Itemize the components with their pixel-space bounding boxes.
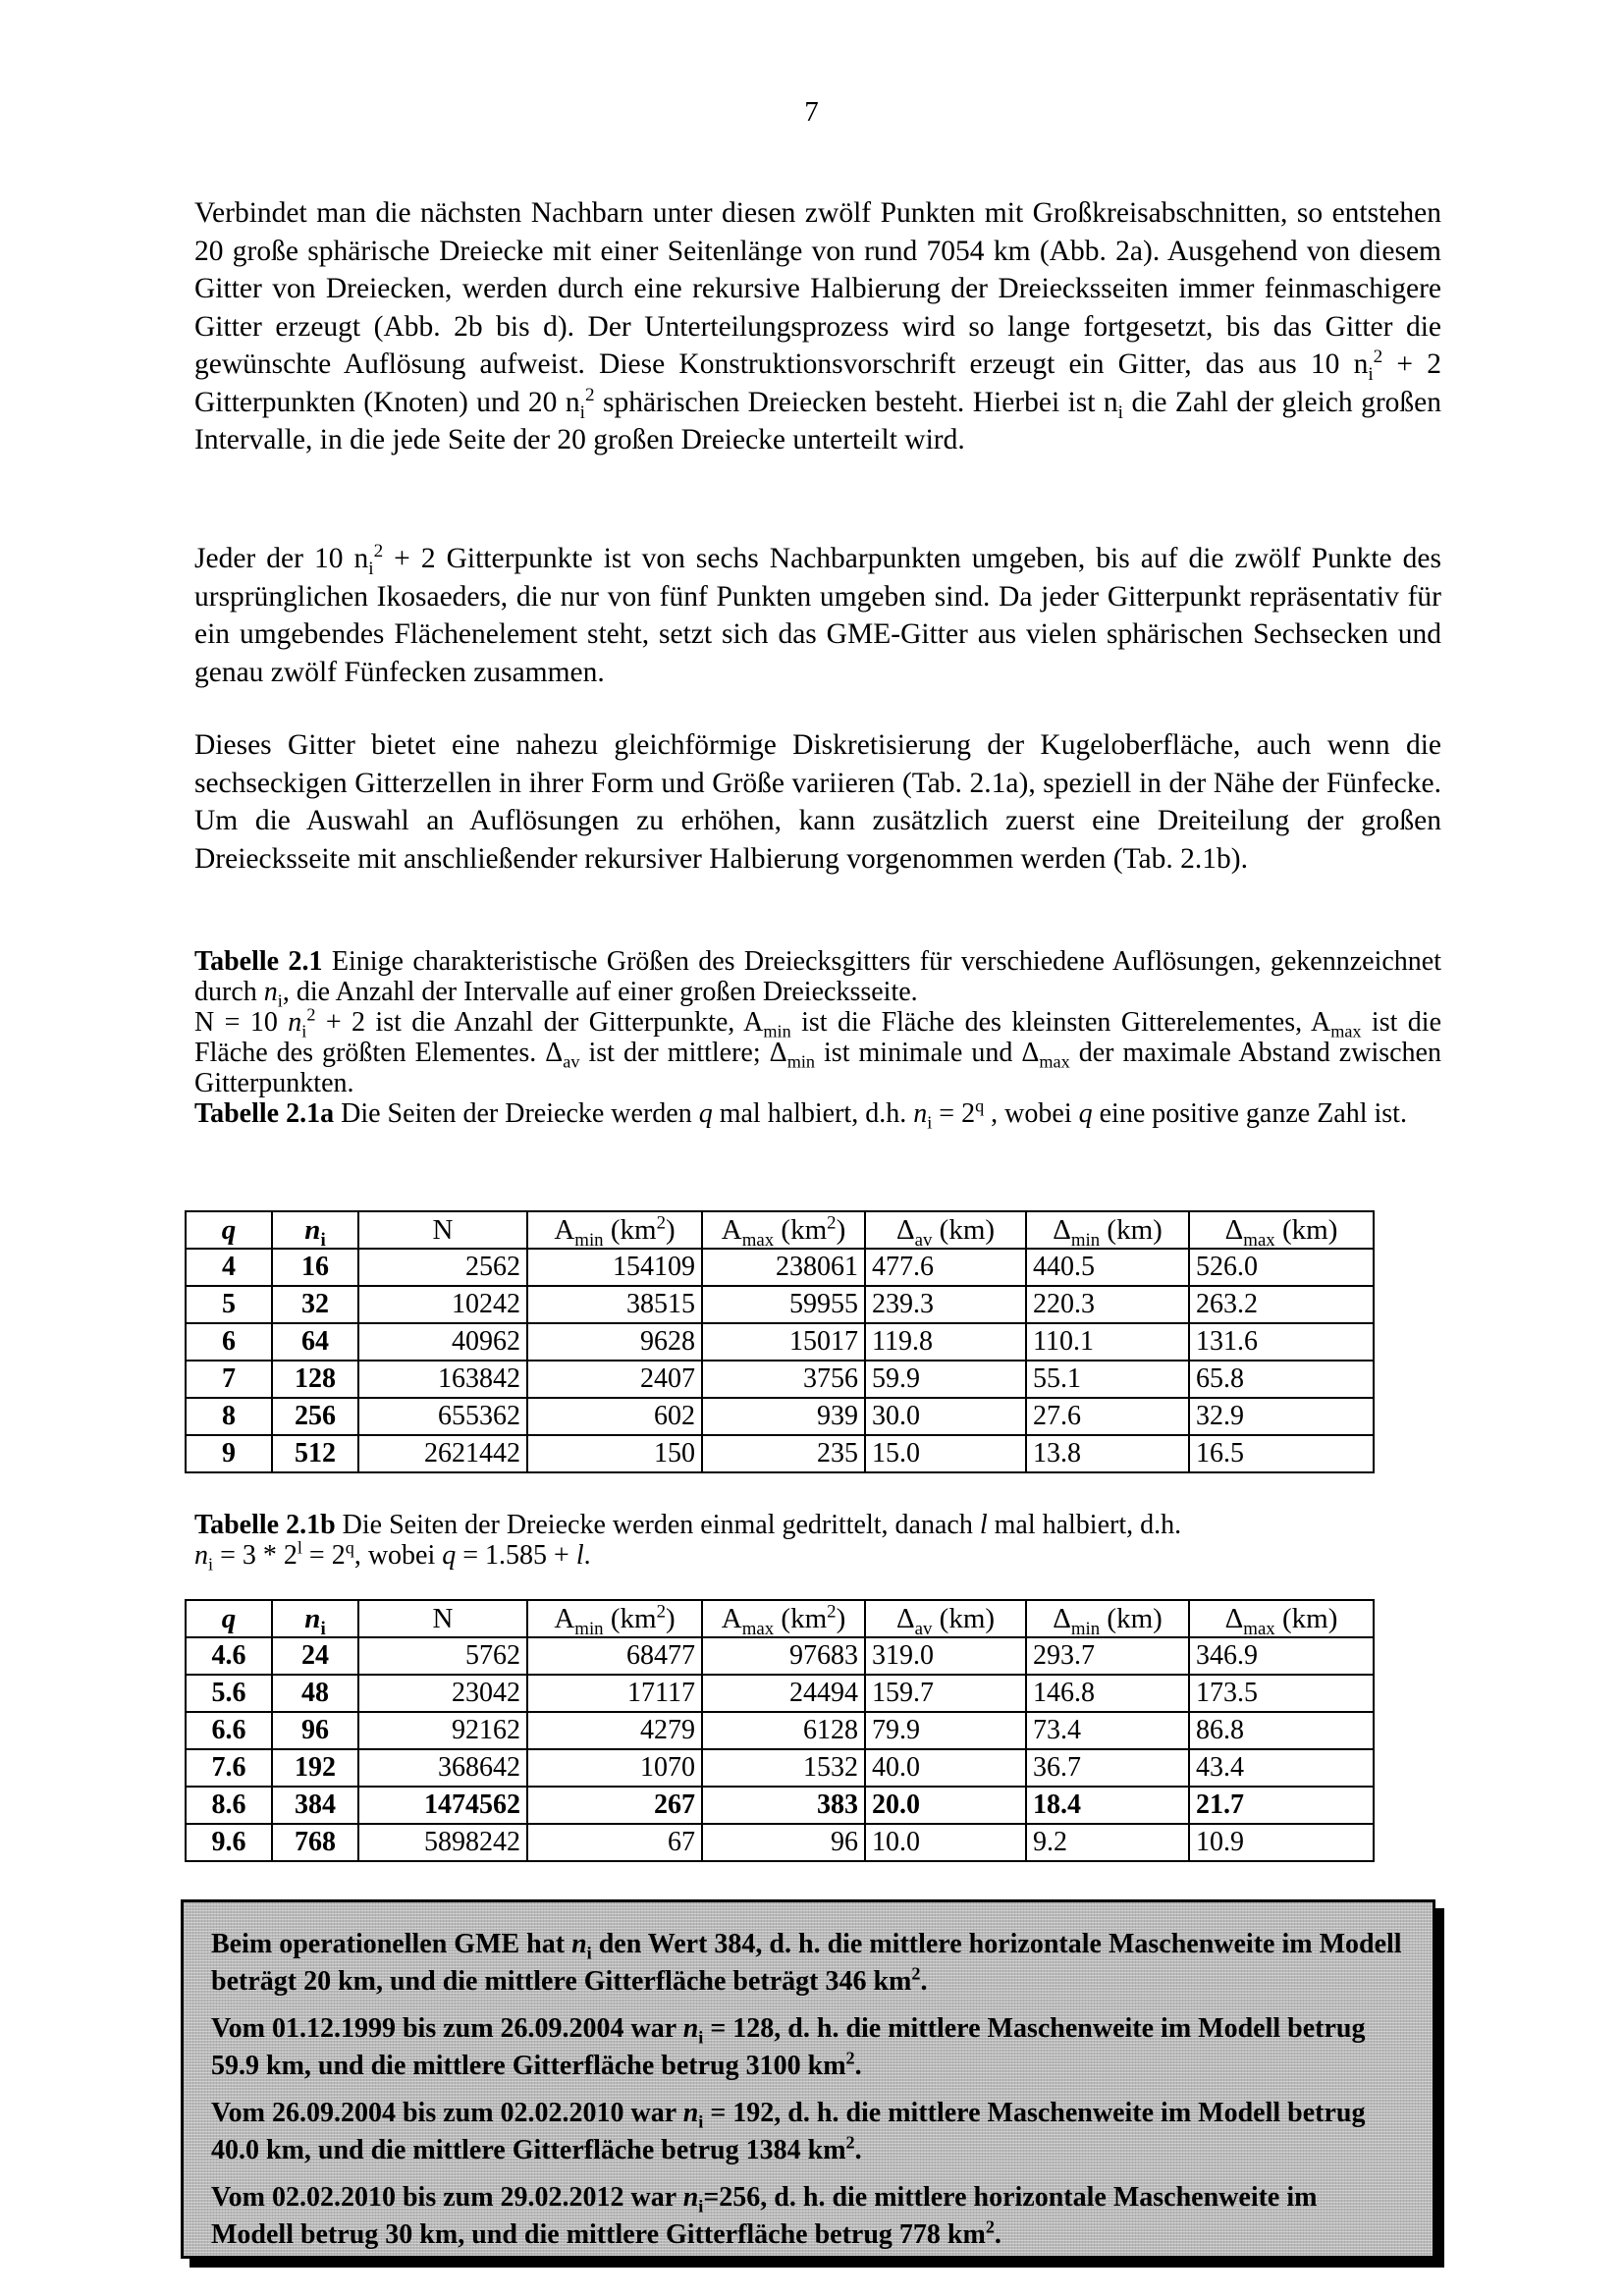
subscript: max — [1243, 1618, 1275, 1637]
table-row — [186, 1286, 1374, 1323]
cell-amax: 383 — [702, 1787, 865, 1824]
cell-amin: 17117 — [527, 1675, 702, 1712]
caption-label: Tabelle 2.1b — [194, 1510, 336, 1540]
subscript: i — [698, 2196, 704, 2216]
superscript: 2 — [911, 1963, 921, 1984]
subscript: min — [1070, 1229, 1101, 1249]
text-run: (km) — [1100, 1214, 1163, 1246]
cell-amax: 24494 — [702, 1675, 865, 1712]
cell-q: 8 — [186, 1398, 272, 1435]
text-run: Die Seiten der Dreiecke werden einmal gedrittelt, danach — [335, 1510, 980, 1540]
subscript: i — [698, 2111, 704, 2132]
table-2-1a — [185, 1210, 1375, 1473]
text-run: A — [554, 1214, 575, 1246]
cell-q: 6 — [186, 1323, 272, 1361]
text-run: mal halbiert, d.h. — [712, 1098, 914, 1129]
superscript: 2 — [827, 1212, 837, 1234]
subscript: min — [574, 1618, 604, 1637]
cell-ni: 96 — [272, 1712, 358, 1749]
subscript: i — [320, 1618, 326, 1637]
cell-dmin: 73.4 — [1026, 1712, 1189, 1749]
superscript: 2 — [373, 541, 384, 562]
text-run: Beim operationellen GME hat — [211, 1929, 572, 1959]
header-dmin — [1026, 1600, 1189, 1637]
cell-N: 368642 — [358, 1749, 527, 1787]
cell-amin: 602 — [527, 1398, 702, 1435]
text-run: (km) — [1274, 1603, 1338, 1634]
paragraph-discretization: Dieses Gitter bietet eine nahezu gleichförmige Diskretisierung der Kugeloberfläche, auch wenn die sechseckigen Gitterzellen in ihrer Form und Größe variieren (Tab. 2.1a), speziell in der Nähe der Fünfecke. Um die Auswahl an Auflösungen zu erhöhen, kann zusätzlich zuerst eine Dreiteilung der großen Dreiecksseite mit anschließender rekursiver Halbierung vorgenommen werden (Tab. 2.1b). — [194, 729, 1441, 875]
cell-amax: 97683 — [702, 1637, 865, 1675]
cell-dmax: 43.4 — [1189, 1749, 1374, 1787]
caption-label: Tabelle 2.1a — [194, 1098, 335, 1129]
table-2-1b — [185, 1599, 1375, 1862]
cell-dmin: 13.8 — [1026, 1435, 1189, 1472]
cell-dmax: 131.6 — [1189, 1323, 1374, 1361]
text-run: Die Seiten der Dreiecke werden — [334, 1098, 699, 1129]
cell-amin: 150 — [527, 1435, 702, 1472]
cell-dmax: 16.5 — [1189, 1435, 1374, 1472]
text-run: , die Anzahl der Intervalle auf einer großen Dreiecksseite. — [282, 977, 918, 1007]
symbol: l — [979, 1510, 988, 1540]
symbol: q — [221, 1603, 237, 1634]
cell-amin: 154109 — [527, 1249, 702, 1286]
cell-N: 163842 — [358, 1361, 527, 1398]
text-run: den Wert 384, d. h. die mittlere horizontale Maschenweite im Modell beträgt 20 km, und die mittlere Gitterfläche beträgt 346 km — [211, 1929, 1402, 1997]
cell-amin: 2407 — [527, 1361, 702, 1398]
subscript: max — [1243, 1229, 1275, 1249]
symbol: n — [682, 2182, 699, 2213]
cell-dmin: 220.3 — [1026, 1286, 1189, 1323]
cell-N: 655362 — [358, 1398, 527, 1435]
cell-N: 2621442 — [358, 1435, 527, 1472]
symbol: n — [682, 2098, 699, 2128]
subscript: max — [1330, 1021, 1362, 1041]
text-run: Δ — [1053, 1603, 1071, 1634]
symbol: q — [698, 1098, 713, 1129]
cell-dmax: 32.9 — [1189, 1398, 1374, 1435]
cell-amin: 9628 — [527, 1323, 702, 1361]
cell-dmax: 346.9 — [1189, 1637, 1374, 1675]
box-paragraph-2004 — [211, 2095, 1405, 2169]
cell-N: 92162 — [358, 1712, 527, 1749]
cell-ni: 384 — [272, 1787, 358, 1824]
text-run: = 1.585 + — [456, 1540, 576, 1571]
text-run: . — [854, 2051, 862, 2081]
cell-dav: 15.0 — [865, 1435, 1026, 1472]
cell-dav: 477.6 — [865, 1249, 1026, 1286]
text-run: sphärischen Dreiecken besteht. Hierbei ist n — [594, 386, 1118, 418]
text-run: A — [721, 1214, 742, 1246]
cell-dmin: 110.1 — [1026, 1323, 1189, 1361]
text-run: ) — [666, 1603, 676, 1634]
cell-amax: 238061 — [702, 1249, 865, 1286]
cell-q: 8.6 — [186, 1787, 272, 1824]
subscript: i — [927, 1112, 933, 1133]
text-run: A — [554, 1603, 575, 1634]
cell-dav: 79.9 — [865, 1712, 1026, 1749]
cell-dmin: 9.2 — [1026, 1824, 1189, 1861]
header-amax — [702, 1600, 865, 1637]
page-number: 7 — [804, 96, 819, 128]
header-dav — [865, 1600, 1026, 1637]
subscript: i — [1368, 363, 1374, 385]
cell-dmax: 86.8 — [1189, 1712, 1374, 1749]
text-run: (km) — [932, 1603, 996, 1634]
cell-dmax: 21.7 — [1189, 1787, 1374, 1824]
superscript: 2 — [656, 1212, 666, 1234]
cell-dav: 159.7 — [865, 1675, 1026, 1712]
cell-amax: 59955 — [702, 1286, 865, 1323]
header-N: N — [358, 1211, 527, 1249]
subscript: i — [1117, 401, 1123, 423]
symbol: n — [194, 1540, 208, 1571]
text-run: + 2 Gitterpunkte ist von sechs Nachbarpunkten umgeben, bis auf die zwölf Punkte des ursprünglichen Ikosaeders, die nur von fünf Punkten umgeben sind. Da jeder Gitterpunkt repräsentativ für ein umgebendes Flächenelement steht, setzt sich das GME-Gitter aus vielen sphärischen Sechsecken und genau zwölf Fünfecken zusammen. — [194, 543, 1441, 688]
text-run: (km — [603, 1603, 657, 1634]
text-run: Δ — [1224, 1214, 1244, 1246]
cell-ni: 192 — [272, 1749, 358, 1787]
cell-amin: 4279 — [527, 1712, 702, 1749]
text-run: (km — [774, 1603, 828, 1634]
cell-dmin: 146.8 — [1026, 1675, 1189, 1712]
subscript: max — [1039, 1051, 1070, 1072]
header-dmax — [1189, 1600, 1374, 1637]
text-run: der maximale Abstand zwischen Gitterpunkten. — [194, 1038, 1441, 1098]
text-run: ) — [666, 1214, 676, 1246]
text-run: . — [920, 1966, 928, 1997]
subscript: max — [741, 1229, 775, 1249]
text-run: Einige charakteristische Größen des Dreiecksgitters für verschiedene Auflösungen, gekennzeichnet durch — [194, 946, 1441, 1007]
symbol: n — [304, 1214, 321, 1246]
subscript: i — [586, 1943, 592, 1963]
cell-amin: 68477 — [527, 1637, 702, 1675]
text-run: die Zahl der gleich großen Intervalle, in die jede Seite der 20 großen Dreiecke unterteilt wird. — [194, 386, 1441, 455]
table-2-1-caption — [194, 946, 1441, 1133]
table-row — [186, 1435, 1374, 1472]
cell-dav: 119.8 — [865, 1323, 1026, 1361]
table-header-row — [186, 1211, 1374, 1249]
cell-amax: 1532 — [702, 1749, 865, 1787]
superscript: q — [975, 1095, 985, 1116]
cell-amax: 6128 — [702, 1712, 865, 1749]
subscript: max — [741, 1618, 775, 1637]
superscript: 2 — [656, 1601, 666, 1623]
header-q — [186, 1600, 272, 1637]
text-run: = 2 — [301, 1540, 346, 1571]
cell-N: 5898242 — [358, 1824, 527, 1861]
table-row — [186, 1637, 1374, 1675]
text-run: Vom 26.09.2004 bis zum 02.02.2010 war — [211, 2098, 683, 2128]
cell-ni: 48 — [272, 1675, 358, 1712]
cell-dmin: 55.1 — [1026, 1361, 1189, 1398]
cell-amin: 1070 — [527, 1749, 702, 1787]
cell-N: 1474562 — [358, 1787, 527, 1824]
cell-N: 10242 — [358, 1286, 527, 1323]
cell-N: 2562 — [358, 1249, 527, 1286]
subscript: min — [763, 1021, 791, 1041]
cell-dmax: 263.2 — [1189, 1286, 1374, 1323]
symbol: q — [221, 1214, 237, 1246]
header-amin — [527, 1211, 702, 1249]
superscript: q — [345, 1537, 354, 1558]
superscript: 2 — [1373, 347, 1383, 368]
text-run: ) — [836, 1603, 846, 1634]
text-run: , wobei — [984, 1098, 1079, 1129]
cell-amax: 235 — [702, 1435, 865, 1472]
table-row — [186, 1675, 1374, 1712]
box-paragraph-operational — [211, 1926, 1405, 2001]
table-row — [186, 1824, 1374, 1861]
header-ni — [272, 1211, 358, 1249]
cell-dmin: 293.7 — [1026, 1637, 1189, 1675]
superscript: 2 — [845, 2132, 855, 2153]
cell-dmin: 27.6 — [1026, 1398, 1189, 1435]
text-run: = 128, d. h. die mittlere Maschenweite im Modell betrug 59.9 km, und die mittlere Gitterfläche betrug 3100 km — [211, 2013, 1366, 2081]
table-row-highlighted — [186, 1787, 1374, 1824]
cell-ni: 768 — [272, 1824, 358, 1861]
text-run: N = 10 — [194, 1007, 289, 1038]
subscript: av — [914, 1229, 933, 1249]
cell-ni: 128 — [272, 1361, 358, 1398]
text-run: , wobei — [353, 1540, 443, 1571]
cell-dav: 30.0 — [865, 1398, 1026, 1435]
superscript: 2 — [584, 384, 595, 405]
cell-N: 40962 — [358, 1323, 527, 1361]
header-dmin — [1026, 1211, 1189, 1249]
subscript: min — [1070, 1618, 1101, 1637]
cell-amin: 67 — [527, 1824, 702, 1861]
text-run: . — [583, 1540, 591, 1571]
symbol: n — [304, 1603, 321, 1634]
subscript: i — [579, 401, 585, 423]
text-run: (km) — [932, 1214, 996, 1246]
superscript: 2 — [985, 2216, 995, 2237]
header-dav — [865, 1211, 1026, 1249]
symbol: n — [571, 1929, 587, 1959]
text-run: Vom 02.02.2010 bis zum 29.02.2012 war — [211, 2182, 683, 2213]
cell-dmin: 18.4 — [1026, 1787, 1189, 1824]
subscript: av — [563, 1051, 580, 1072]
table-row — [186, 1712, 1374, 1749]
text-run: Jeder der 10 n — [194, 543, 369, 574]
superscript: 2 — [845, 2048, 855, 2068]
text-run: (km — [603, 1214, 657, 1246]
text-run: A — [721, 1603, 742, 1634]
superscript: 2 — [827, 1601, 837, 1623]
header-N: N — [358, 1600, 527, 1637]
cell-q: 7 — [186, 1361, 272, 1398]
header-amin — [527, 1600, 702, 1637]
text-run: Δ — [895, 1214, 915, 1246]
header-amax — [702, 1211, 865, 1249]
text-run: Δ — [1224, 1603, 1244, 1634]
cell-dav: 319.0 — [865, 1637, 1026, 1675]
cell-q: 9.6 — [186, 1824, 272, 1861]
header-ni — [272, 1600, 358, 1637]
text-run: ist minimale und Δ — [814, 1038, 1040, 1068]
symbol: n — [682, 2013, 699, 2044]
cell-dmax: 173.5 — [1189, 1675, 1374, 1712]
cell-q: 5 — [186, 1286, 272, 1323]
paragraph-neighbors — [194, 540, 1441, 691]
subscript: i — [320, 1229, 326, 1249]
subscript: i — [698, 2027, 704, 2048]
cell-amin: 38515 — [527, 1286, 702, 1323]
cell-dav: 20.0 — [865, 1787, 1026, 1824]
cell-ni: 512 — [272, 1435, 358, 1472]
cell-q: 5.6 — [186, 1675, 272, 1712]
subscript: i — [277, 990, 283, 1011]
cell-dav: 59.9 — [865, 1361, 1026, 1398]
cell-ni: 256 — [272, 1398, 358, 1435]
text-run: + 2 ist die Anzahl der Gitterpunkte, A — [315, 1007, 764, 1038]
cell-q: 4.6 — [186, 1637, 272, 1675]
cell-dmax: 65.8 — [1189, 1361, 1374, 1398]
cell-amax: 939 — [702, 1398, 865, 1435]
table-row — [186, 1398, 1374, 1435]
table-header-row — [186, 1600, 1374, 1637]
text-run: . — [854, 2135, 862, 2165]
text-run: (km — [774, 1214, 828, 1246]
text-run: eine positive ganze Zahl ist. — [1092, 1098, 1407, 1129]
subscript: i — [368, 558, 374, 579]
text-run: ist der mittlere; Δ — [579, 1038, 787, 1068]
text-run: Vom 01.12.1999 bis zum 26.09.2004 war — [211, 2013, 683, 2044]
symbol: q — [442, 1540, 457, 1571]
cell-ni: 16 — [272, 1249, 358, 1286]
text-run: (km) — [1274, 1214, 1338, 1246]
header-q — [186, 1211, 272, 1249]
text-run: + 2 Gitterpunkten (Knoten) und 20 n — [194, 348, 1441, 418]
cell-dmax: 10.9 — [1189, 1824, 1374, 1861]
cell-q: 7.6 — [186, 1749, 272, 1787]
text-run: ) — [836, 1214, 846, 1246]
cell-N: 5762 — [358, 1637, 527, 1675]
subscript: min — [574, 1229, 604, 1249]
cell-amax: 96 — [702, 1824, 865, 1861]
cell-dmin: 36.7 — [1026, 1749, 1189, 1787]
text-run: = 3 * 2 — [213, 1540, 298, 1571]
cell-q: 9 — [186, 1435, 272, 1472]
symbol: l — [575, 1540, 584, 1571]
cell-amax: 15017 — [702, 1323, 865, 1361]
text-run: ist die Fläche des kleinsten Gitterelementes, A — [790, 1007, 1331, 1038]
cell-dav: 239.3 — [865, 1286, 1026, 1323]
cell-q: 6.6 — [186, 1712, 272, 1749]
cell-N: 23042 — [358, 1675, 527, 1712]
cell-dav: 40.0 — [865, 1749, 1026, 1787]
table-row — [186, 1249, 1374, 1286]
text-run: mal halbiert, d.h. — [987, 1510, 1182, 1540]
cell-ni: 24 — [272, 1637, 358, 1675]
table-row — [186, 1323, 1374, 1361]
text-run: ist die Fläche des größten Elementes. Δ — [194, 1007, 1441, 1068]
superscript: 2 — [306, 1004, 316, 1025]
subscript: av — [914, 1618, 933, 1637]
box-paragraph-2010 — [211, 2179, 1405, 2254]
paragraph-grid-construction — [194, 194, 1441, 459]
text-run: Verbindet man die nächsten Nachbarn unter diesen zwölf Punkten mit Großkreisabschnitten, so entstehen 20 große sphärische Dreiecke mit einer Seitenlänge von rund 7054 km (Abb. 2a). Ausgehend von diesem Gitter von Dreiecken, werden durch eine rekursive Halbierung der Dreiecksseiten immer feinmaschigere Gitter erzeugt (Abb. 2b bis d). Der Unterteilungsprozess wird so lange fortgesetzt, bis das Gitter die gewünschte Auflösung aufweist. Diese Konstruktionsvorschrift erzeugt ein Gitter, das aus 10 n — [194, 197, 1441, 380]
text-run: =256, d. h. die mittlere horizontale Maschenweite im Modell betrug 30 km, und die mittlere Gitterfläche betrug 778 km — [211, 2182, 1318, 2250]
subscript: i — [301, 1021, 307, 1041]
text-run: (km) — [1100, 1603, 1163, 1634]
cell-amin: 267 — [527, 1787, 702, 1824]
text-run: Δ — [1053, 1214, 1071, 1246]
symbol: n — [263, 977, 278, 1007]
text-run: . — [994, 2219, 1001, 2250]
cell-ni: 32 — [272, 1286, 358, 1323]
text-run: = 2 — [932, 1098, 976, 1129]
table-row — [186, 1361, 1374, 1398]
symbol: n — [913, 1098, 928, 1129]
table-row — [186, 1749, 1374, 1787]
symbol: n — [288, 1007, 302, 1038]
cell-dmax: 526.0 — [1189, 1249, 1374, 1286]
text-run: = 192, d. h. die mittlere Maschenweite im Modell betrug 40.0 km, und die mittlere Gitterfläche betrug 1384 km — [211, 2098, 1366, 2165]
table-2-1b-caption — [194, 1510, 1441, 1575]
gme-history-box — [181, 1899, 1435, 2259]
cell-amax: 3756 — [702, 1361, 865, 1398]
cell-dav: 10.0 — [865, 1824, 1026, 1861]
symbol: q — [1078, 1098, 1093, 1129]
cell-q: 4 — [186, 1249, 272, 1286]
header-dmax — [1189, 1211, 1374, 1249]
cell-ni: 64 — [272, 1323, 358, 1361]
caption-label: Tabelle 2.1 — [194, 946, 323, 977]
subscript: min — [786, 1051, 815, 1072]
subscript: i — [208, 1554, 214, 1575]
superscript: l — [297, 1537, 302, 1558]
text-run: Δ — [895, 1603, 915, 1634]
box-paragraph-1999 — [211, 2010, 1405, 2085]
cell-dmin: 440.5 — [1026, 1249, 1189, 1286]
